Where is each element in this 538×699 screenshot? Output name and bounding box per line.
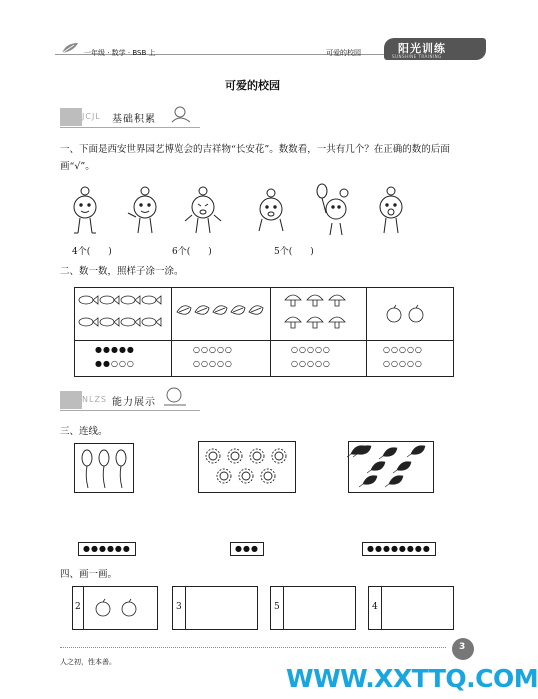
banner-title: 能力展示 [112, 397, 156, 408]
dots-empty-apple-row1[interactable]: ○○○○○ [383, 345, 423, 354]
draw-number: 4 [372, 602, 378, 612]
banner-title: 基础积累 [112, 114, 156, 125]
footer-rule [60, 647, 446, 648]
draw-box-2[interactable] [72, 586, 158, 630]
option-5[interactable]: 5个( ) [274, 247, 314, 257]
balloons-box [74, 443, 134, 493]
fish-icons [77, 292, 169, 336]
table-column-divider [270, 288, 271, 376]
draw-box-5[interactable] [270, 586, 356, 630]
brand-subtitle: SUNSHINE TRAINING [392, 54, 442, 59]
dots-empty-leaf-row2[interactable]: ○○○○○ [193, 359, 233, 368]
draw-number: 2 [75, 602, 81, 612]
draw-box-3[interactable] [172, 586, 258, 630]
balloon-icons [75, 444, 133, 492]
draw-number: 5 [274, 602, 280, 612]
box-divider [185, 587, 186, 629]
option-4[interactable]: 4个( ) [72, 247, 112, 257]
question-3-text: 三、连线。 [60, 426, 108, 437]
dots-box-6[interactable]: ●●●●●● [78, 542, 136, 556]
dots-filled-row1: ●●●●● [95, 345, 135, 354]
dots-box-3[interactable]: ●●● [230, 542, 264, 556]
count-color-table [74, 287, 454, 377]
footer-motto: 人之初，性本善。 [60, 658, 116, 666]
table-column-divider [171, 288, 172, 376]
grade-info: 一年级 · 数学 · BSB 上 [84, 49, 156, 57]
leaf-cluster-icons [175, 302, 267, 324]
snail-decoration-icon [162, 385, 188, 411]
option-6[interactable]: 6个( ) [172, 247, 212, 257]
mascot-row [70, 183, 430, 239]
box-divider [381, 587, 382, 629]
dots-empty-mushroom-row2[interactable]: ○○○○○ [291, 359, 331, 368]
mascot-icon [74, 187, 96, 233]
question-1-text: 一、下面是西安世界园艺博览会的吉祥物“长安花”。数数看，一共有几个？在正确的数的后面画“√”。 [60, 144, 450, 172]
table-row-divider [75, 340, 453, 341]
apple-icons [385, 304, 433, 324]
watermark: WWW.XXTTQ.COM [286, 664, 538, 693]
flower-decoration-icon [168, 104, 192, 128]
box-divider [83, 587, 84, 629]
banner-tag-letters: NLZS [82, 395, 107, 404]
brand-name: 阳光训练 [398, 42, 446, 55]
question-2-text: 二、数一数，照样子涂一涂。 [60, 266, 184, 277]
header-section-name: 可爱的校园 [326, 49, 361, 57]
banner-tag [60, 391, 82, 409]
draw-box-4[interactable] [368, 586, 454, 630]
leaf-icons [349, 442, 433, 492]
flower-icons [199, 442, 295, 492]
leaf-icon [60, 40, 80, 59]
draw-number: 3 [176, 602, 182, 612]
banner-tag-letters: JCJL [82, 112, 101, 121]
table-column-divider [366, 288, 367, 376]
banner-tag [60, 108, 82, 126]
mushroom-icons [283, 292, 357, 338]
dots-empty-leaf-row1[interactable]: ○○○○○ [193, 345, 233, 354]
flowers-box [198, 441, 296, 493]
dots-empty-mushroom-row1[interactable]: ○○○○○ [291, 345, 331, 354]
page-title: 可爱的校园 [225, 79, 280, 92]
apple-icons [93, 598, 143, 618]
mascot-icons [70, 183, 430, 239]
dots-empty-apple-row2[interactable]: ○○○○○ [383, 359, 423, 368]
page-number: 3 [459, 642, 466, 652]
box-divider [283, 587, 284, 629]
leaves-box [348, 441, 434, 493]
dots-box-8[interactable]: ●●●●●●●● [362, 542, 436, 556]
question-4-text: 四、画一画。 [60, 569, 118, 580]
dots-filled-row2: ●●○○○ [95, 359, 135, 368]
